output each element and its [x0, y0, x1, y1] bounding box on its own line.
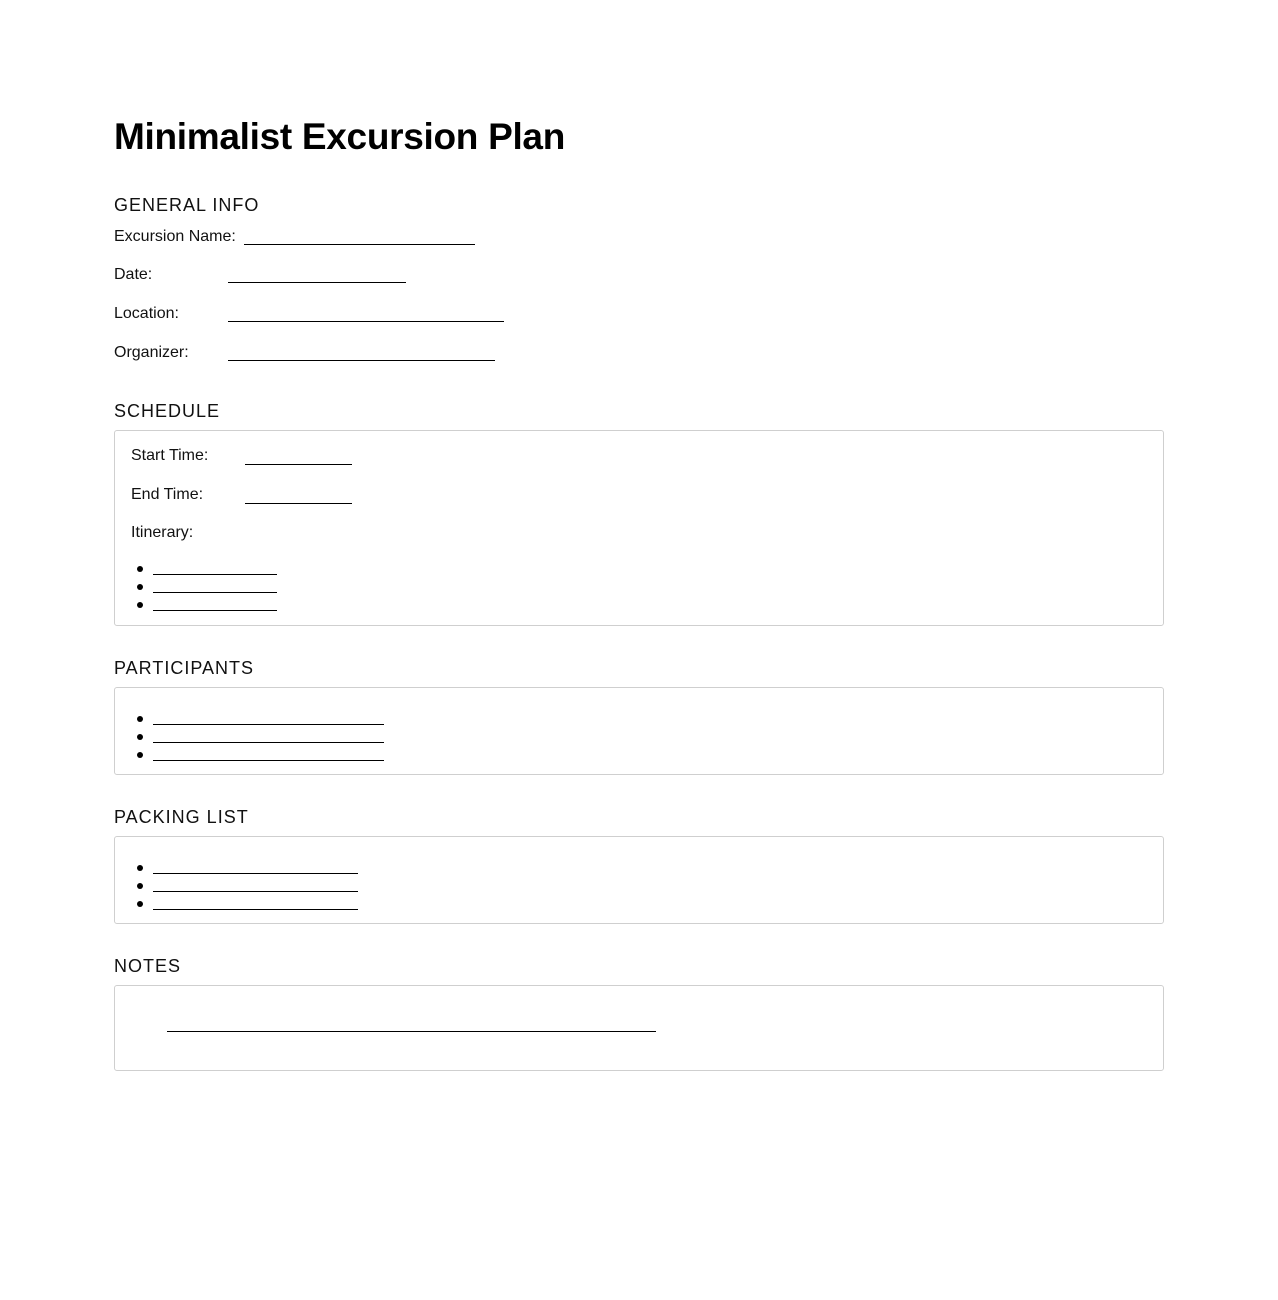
itinerary-item-input[interactable]	[153, 592, 277, 593]
participants-box	[114, 687, 1164, 775]
participant-item	[135, 729, 435, 747]
participant-input[interactable]	[153, 760, 384, 761]
packing-list-box	[114, 836, 1164, 924]
location-label: Location:	[114, 305, 179, 322]
date-label: Date:	[114, 266, 153, 283]
participant-item	[135, 747, 435, 765]
excursion-name-input[interactable]	[244, 244, 475, 245]
itinerary-item	[135, 561, 335, 579]
organizer-input[interactable]	[228, 360, 495, 361]
location-input[interactable]	[228, 321, 504, 322]
packing-list-heading: PACKING LIST	[114, 807, 249, 827]
date-field	[114, 264, 514, 286]
itinerary-field	[131, 522, 331, 544]
schedule-heading: SCHEDULE	[114, 401, 221, 421]
packing-item-input[interactable]	[153, 891, 358, 892]
bullet-icon	[137, 716, 143, 722]
packing-item-input[interactable]	[153, 909, 358, 910]
itinerary-label: Itinerary:	[131, 524, 194, 541]
bullet-icon	[137, 865, 143, 871]
end-time-input[interactable]	[245, 503, 352, 504]
start-time-field	[131, 445, 431, 467]
itinerary-item-input[interactable]	[153, 574, 277, 575]
participants-heading: PARTICIPANTS	[114, 658, 255, 678]
participant-input[interactable]	[153, 742, 384, 743]
notes-box	[114, 985, 1164, 1071]
start-time-label: Start Time:	[131, 447, 209, 464]
notes-input[interactable]	[167, 1031, 656, 1032]
packing-item	[135, 878, 435, 896]
bullet-icon	[137, 901, 143, 907]
itinerary-item	[135, 597, 335, 615]
general-info-heading: GENERAL INFO	[114, 195, 260, 215]
packing-item	[135, 860, 435, 878]
participant-input[interactable]	[153, 724, 384, 725]
bullet-icon	[137, 734, 143, 740]
participant-item	[135, 711, 435, 729]
excursion-name-label: Excursion Name:	[114, 228, 236, 245]
excursion-name-field	[114, 226, 514, 248]
packing-item	[135, 896, 435, 914]
bullet-icon	[137, 752, 143, 758]
start-time-input[interactable]	[245, 464, 352, 465]
packing-item-input[interactable]	[153, 873, 358, 874]
location-field	[114, 303, 534, 325]
notes-heading: NOTES	[114, 956, 182, 976]
organizer-field	[114, 342, 534, 364]
end-time-field	[131, 484, 431, 506]
organizer-label: Organizer:	[114, 344, 189, 361]
bullet-icon	[137, 566, 143, 572]
schedule-box	[114, 430, 1164, 626]
itinerary-item-input[interactable]	[153, 610, 277, 611]
bullet-icon	[137, 883, 143, 889]
bullet-icon	[137, 602, 143, 608]
bullet-icon	[137, 584, 143, 590]
end-time-label: End Time:	[131, 486, 204, 503]
itinerary-item	[135, 579, 335, 597]
date-input[interactable]	[228, 282, 406, 283]
page-title: Minimalist Excursion Plan	[114, 116, 566, 157]
